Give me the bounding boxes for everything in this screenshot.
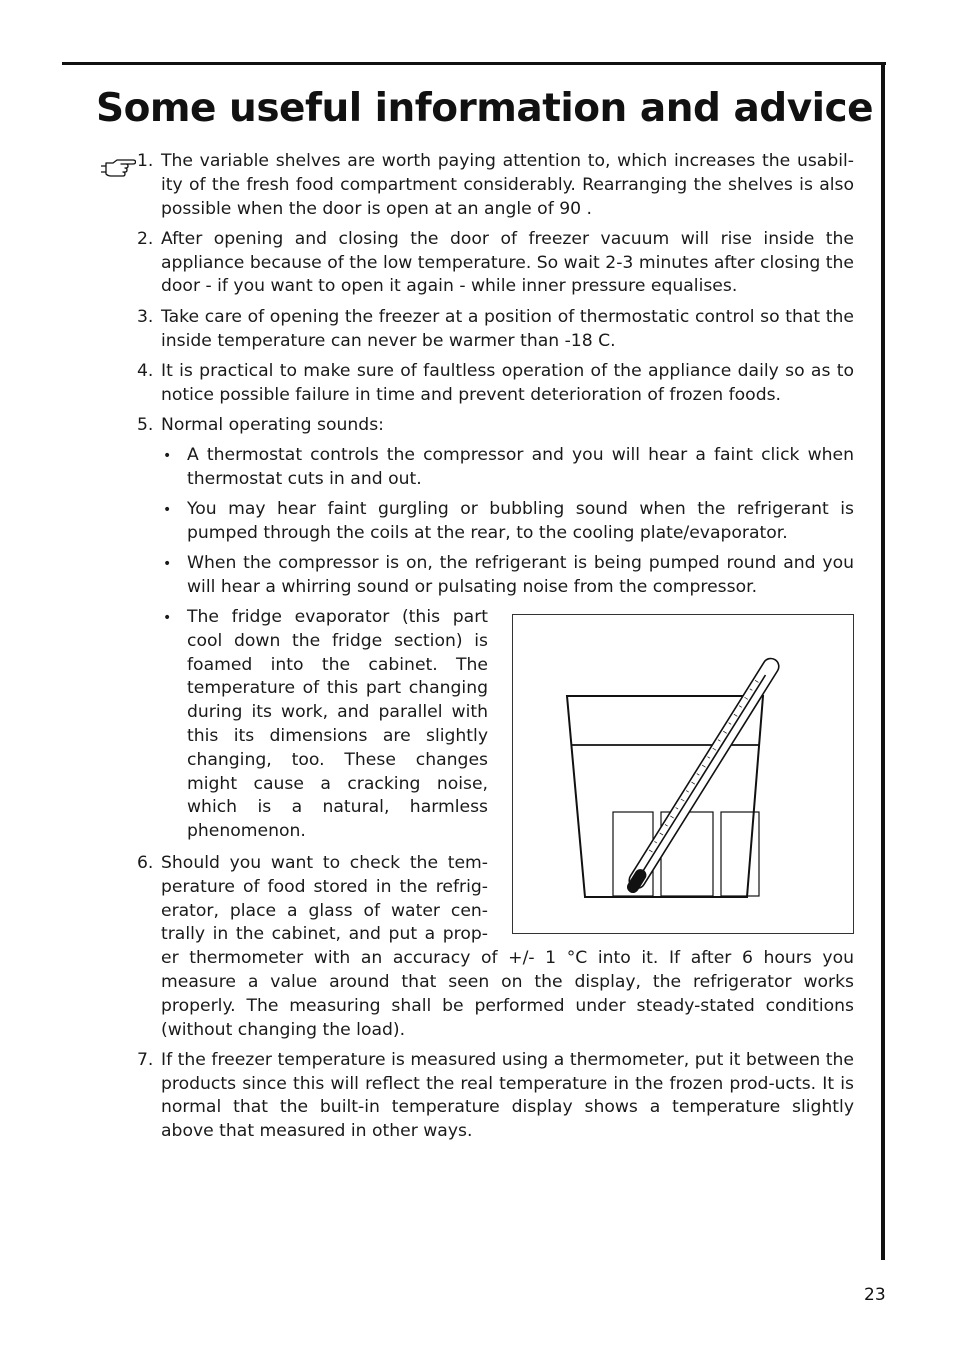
frame-top-rule: [62, 62, 886, 65]
bullet-item: [161, 498, 854, 546]
list-item: [137, 360, 854, 408]
bullet-text: You may hear faint gurgling or bubbling sound when the refrigerant is pumped through the coils at the rear, to the cooling plate/evaporator.: [187, 498, 854, 543]
bullet-text: The fridge evaporator (this part cool down the fridge section) is foamed into the cabinet. The temperature of this part changing during its work, and parallel with this its dimensions are slightly changing, too. These changes might cause a cracking noise, which is a natural, harmless phenomenon.: [187, 607, 488, 842]
bullet-text: When the compressor is on, the refrigerant is being pumped round and you will hear a whirring sound or pulsating noise from the compressor.: [187, 552, 854, 597]
page-title: Some useful information and advice: [96, 86, 874, 131]
sounds-list: [161, 444, 854, 844]
item-number: 5.: [137, 414, 154, 435]
bullet-item: [161, 552, 854, 600]
item-number: 4.: [137, 360, 154, 381]
bullet-text: A thermostat controls the compressor and you will hear a faint click when thermostat cuts in and out.: [187, 444, 854, 489]
frame-right-rule: [881, 62, 885, 1260]
item-text: The variable shelves are worth paying attention to, which increases the usabil-ity of the fresh food compartment considerably. Rearranging the shelves is also possible when the door is open at an angle of 90 .: [161, 151, 854, 219]
list-item: [137, 1049, 854, 1144]
item-text: Take care of opening the freezer at a position of thermostatic control so that the inside temperature can never be warmer than -18 C.: [161, 306, 854, 351]
item-number: 6.: [137, 853, 154, 874]
item-text: Normal operating sounds:: [161, 414, 384, 435]
bullet-item: [161, 606, 854, 844]
item-number: 7.: [137, 1049, 154, 1070]
bullet-item: [161, 444, 854, 492]
bullet-icon: •: [163, 501, 172, 518]
bullet-icon: •: [163, 447, 172, 464]
list-item: [137, 228, 854, 299]
item-text: If the freezer temperature is measured using a thermometer, put it between the products since this will reflect the real temperature in the frozen prod-ucts. It is normal that the built-in temperature display shows a temperature slightly above that measured in other ways.: [161, 1049, 854, 1142]
item-number: 2.: [137, 228, 154, 249]
item-text: Should you want to check the tem-perature of food stored in the refrig-erator, place a glass of water cen-trally in the cabinet, and put a prop-er thermometer with an accuracy of +/- 1 °C into it. If after 6 hours you measure a value around that seen on the display, the refrigerator works properly. The measuring shall be performed under steady-stated conditions (without changing the load).: [161, 853, 854, 1040]
bullet-icon: •: [163, 610, 172, 627]
pointing-hand-icon: [100, 157, 136, 177]
item-number: 3.: [137, 306, 154, 327]
item-number: 1.: [137, 151, 154, 171]
item-text: After opening and closing the door of freezer vacuum will rise inside the appliance because of the low temperature. So wait 2-3 minutes after closing the door - if you want to open it again - while inner pressure equalises.: [161, 228, 854, 297]
item-text: It is practical to make sure of faultless operation of the appliance daily so as to notice possible failure in time and prevent deterioration of frozen foods.: [161, 360, 854, 405]
list-item: [137, 150, 854, 221]
advice-list: [137, 150, 854, 1151]
list-item: [137, 306, 854, 354]
bullet-icon: •: [163, 555, 172, 572]
list-item: [137, 414, 854, 844]
page-number: 23: [864, 1285, 886, 1305]
list-item: [137, 852, 854, 1042]
